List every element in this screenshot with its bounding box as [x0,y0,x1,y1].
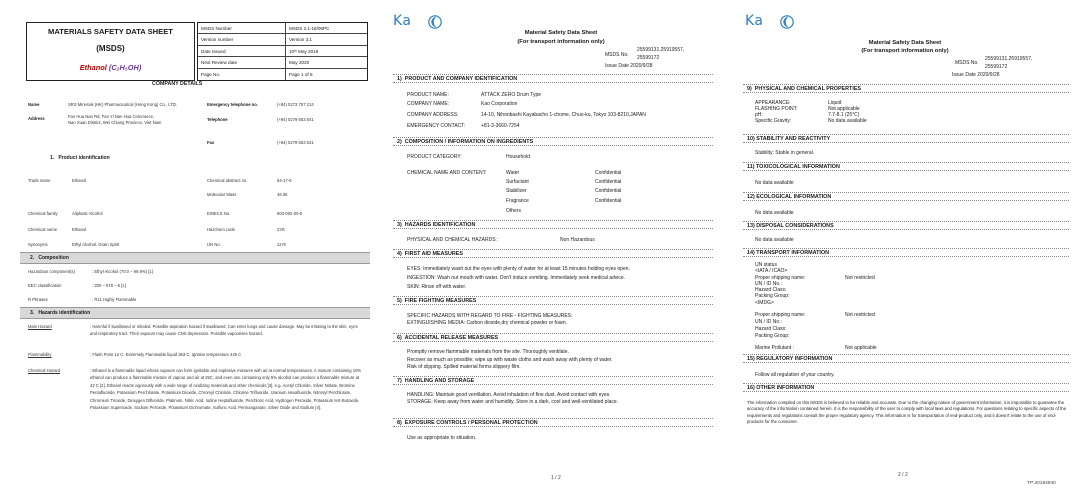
field-value: Kao Corporation [481,101,518,107]
synonyms-value: Ethyl Alcohol, Grain Spirit [72,242,120,247]
document-code: TP:20184930 [1027,481,1056,486]
main-hazard-text: : Harmful if swallowed or inhaled. Possible aspiration hazard if swallowed. Can enter lungs and cause damage. May be irritating to the skin, eyes and respiratory tract. Their vapours may cause CNS depression. Possible vapourises hazard. [90,324,358,336]
product-title [27,63,194,72]
hazchem-value: 2YE [277,227,285,232]
section-heading: 8) EXPOSURE CONTROLS / PERSONAL PROTECTION [393,418,713,427]
ingredient-name: Fragrance [506,198,529,204]
company-name-value: SRS Minerals (HK) Pharmaceutical (Hong Kong) Co., LTD. [68,102,178,107]
meta-row [198,57,367,68]
kao-logo [745,12,764,34]
moon-logo-icon [427,14,443,30]
flammability-text: : Flash Point 12 C. Extremely Flammable liquid 363 C. Ignition temperature 425 C [90,352,242,357]
main-hazard-label: Main Hazard [28,324,52,329]
hazchem-label: Hazchem code [207,227,235,232]
composition-value: : R11 Highly Flammable [92,297,137,302]
chemical-hazard-label: Chemical Hazard [28,368,61,373]
composition-section-bar [20,252,370,264]
composition-heading: 2. Composition [30,255,69,261]
meta-label: Date Issued [201,48,226,54]
section-heading: 16) OTHER INFORMATION [743,383,1069,392]
meta-value: Page 1 of 8 [285,69,313,80]
section-heading: 10) STABILITY AND REACTIVITY [743,134,1069,143]
product-identification-heading: 1. Product identification [50,155,110,161]
section-heading: 6) ACCIDENTAL RELEASE MEASURES [393,333,713,342]
kao-logo [393,12,412,34]
section-heading: 2) COMPOSITION / INFORMATION ON INGREDIENTS [393,137,713,146]
fax-value: (+84) 0279 653 541 [277,140,314,145]
cas-value: 64-17-5 [277,178,292,183]
fax-label: Fax [207,140,215,145]
un-number-label: UN No. [207,242,221,247]
field-value: Not restricted [845,275,875,281]
telephone-label: Telephone [207,117,228,122]
field-label: EMERGENCY CONTACT: [407,123,466,129]
msds-number-value: 25599131,25919557, [637,47,685,53]
field-value: ATTACK ZERO Drum Type [481,92,542,98]
einecs-value: 603-002-00-5 [277,211,303,216]
kao-logo-text: Ka [393,13,412,29]
disclaimer-text: The information compiled on this MSDS is believed to be reliable and accurate. Due to the changing nature of government information, it is impossible to guarantee the accuracy of the information contained herein. It is the responsibility of the user to comply with local laws and regulations. For questions relating to specific aspects of the requirements and regulations consult the proper regulatory agency. This information is for transportation of end-product only, and it doesn't relate to the use of end-products for the consumer. [747,400,1067,424]
section-text: STORAGE: Keep away from water and humidity. Store in a dark, cool and well-ventilated place. [407,399,619,405]
address-line: Nan Xuan District, Wei Chiang Province, Viet Nam [68,120,162,125]
section-text: No data available [755,210,794,216]
trade-name-label: Trade name [28,178,51,183]
field-label: Packing Group: [755,333,790,339]
section-text: SKIN: Rinse off with water. [407,284,467,290]
field-label: pH: [755,112,763,118]
product-formula: (C₂H₅OH) [108,63,142,72]
field-label: FLASHING POINT: [755,106,798,112]
field-value: Not applicable [828,106,860,112]
section-text: Risk of slipping. Spilled material forms slippery film. [407,364,521,370]
ingredient-content: Confidential [595,179,622,185]
composition-label: EEC classification [28,283,62,288]
meta-value: May 2020 [285,57,309,68]
section-heading: 14) TRANSPORT INFORMATION [743,248,1069,257]
meta-label: MSDS Number [201,26,232,31]
chemical-family-value: Aliphatic Alcohol [72,211,103,216]
msds-title: MATERIALS SAFETY DATA SHEET [48,27,173,36]
cas-label: Chemical abstract no. [207,178,248,183]
kao-msds-page-1 [383,0,723,494]
section-text: Recover as much as possible; wipe up with waste cloths and wash away with plenty of water. [407,357,613,363]
product-name: Ethanol [79,63,107,72]
field-value: 7.7-8.1 (25℃) [828,112,860,118]
section-text: Promptly remove flammable materials from the site. Thoroughly ventilate. [407,349,569,355]
trade-name-value: Ethanol [72,178,87,183]
field-value: Not applicable [845,345,877,351]
field-label: Hazard Class: [755,287,787,293]
field-label: UN / ID No.: [755,319,782,325]
molecular-mass-value: 46.06 [277,192,288,197]
ingredient-content: Confidential [595,188,622,194]
section-text: INGESTION: Wash out mouth with water. Don't induce vomiting. Immediately seek medical advice. [407,275,626,281]
meta-value: MSDS 3.1-18/09PC [285,23,329,34]
page-number: 2 / 2 [898,472,908,478]
section-text: No data available [755,237,794,243]
meta-value: Version 3.1 [285,34,312,45]
section-heading: 11) TOXICOLOGICAL INFORMATION [743,162,1069,171]
section-heading: 15) REGULATORY INFORMATION [743,354,1069,363]
meta-row [198,23,367,34]
section-text: SPECIFIC HAZARDS WITH REGARD TO FIRE - FIGHTING MEASURES: [407,313,573,319]
transport-text: <IATA / ICAO> [755,268,788,274]
section-heading: 3) HAZARDS IDENTIFICATION [393,220,713,229]
ingredient-name: Surfactant [506,179,529,185]
emergency-label: Emergency telephone no. [207,102,258,107]
field-label: Proper shipping name: [755,312,806,318]
msds-number-value: 25599172 [637,55,660,61]
ingredient-name: Others [506,208,522,214]
meta-value: 10ᵗʰ May 2019 [285,46,318,57]
ingredient-name: Water [506,170,520,176]
meta-row [198,34,367,45]
meta-label: Next Review date [201,60,238,66]
chemical-name-value: Ethanol [72,227,87,232]
section-heading: 12) ECOLOGICAL INFORMATION [743,192,1069,201]
msds-meta-table [197,22,368,81]
ingredient-content: Confidential [595,198,622,204]
section-heading: 1) PRODUCT AND COMPANY IDENTIFICATION [393,74,713,83]
page-number: 1 / 2 [551,475,561,481]
flammability-label: Flammability [28,352,52,357]
document-title: Material Safety Data Sheet [868,40,942,46]
field-label: Marine Pollutant : [755,345,794,351]
document-subtitle: (For transport information only) [861,48,949,54]
emergency-value: (+84) 0273 757 214 [277,102,314,107]
section-heading: 4) FIRST AID MEASURES [393,249,713,258]
moon-logo-icon [779,14,795,30]
kao-msds-page-2 [733,0,1080,494]
section-text: Follow all regulation of your country. [755,372,835,378]
msds-title-cell [26,22,195,81]
msds-number-label: MSDS No. [955,60,979,66]
field-label: APPEARANCE: [755,100,791,106]
issue-date: Issue Date 2020/9/28 [605,63,653,69]
field-label: PHYSICAL AND CHEMICAL HAZARDS : [407,237,499,243]
telephone-value: (+84) 0279 653 541 [277,117,314,122]
meta-row [198,69,367,80]
kao-logo-text: Ka [745,13,764,29]
msds-abbr: (MSDS) [96,44,125,53]
section-heading: 5) FIRE FIGHTING MEASURES [393,296,713,305]
meta-label: Page No. [201,71,221,77]
field-value: Non Hazardous [560,237,595,243]
chemical-name-label: Chemical name [28,227,58,232]
section-heading: 13) DISPOSAL CONSIDERATIONS [743,221,1069,230]
hazards-heading: 3. Hazards identification [30,310,91,316]
field-label: COMPANY NAME: [407,101,450,107]
field-label: CHEMICAL NAME AND CONTENT: [407,170,487,176]
company-details-heading: COMPANY DETAILS [152,81,203,87]
section-text: No data available [755,180,794,186]
chemical-hazard-text: : Ethanol is a flammable liquid whose vapours can form ignitable and explosive mixtures with air at normal temperatures. A mixture containing 10% ethanol can produce a flammable mixture of vapour and air at 25C, and even one containing only 5% alcohol can produce a flammable mixture at 42 C [2]. Ethanol reacts vigorously with a wide range of oxidizing materials and other chemicals [3], e.g. Acetyl Chloride, Silver Nitrate, Bromine Pentafluoride, Potassium Perchlorate, Potassium Dioxide, Chromyl Chloride, Chlorine Trifluoride, Uranium Hexafluoride, Nitrosyl Perchlorate, Chromium Trioxide, Dioxygen Difluoride, Platinum, Nitric Acid, Iodine Heptafluoride, Perchloric Acid, Hydrogen Peroxide, Potassium tert-Butoxide, Potassium Superoxide, Sodium Peroxide, Potassium Dichromate, Sulfuric Acid, Permanganate, Silver Oxide and Sodium [4]. [90,368,362,411]
field-label: PRODUCT CATEGORY: [407,154,462,160]
transport-text: <IMDG> [755,300,774,306]
synonyms-label: Synonyms [28,242,48,247]
composition-value: : 200 – 578 – 6 [1] [92,283,126,288]
field-value: Not restricted [845,312,875,318]
field-label: Hazard Class: [755,326,787,332]
document-subtitle: (For transport information only) [517,39,605,45]
section-heading: 9) PHYSICAL AND CHEMICAL PROPERTIES [743,84,1069,93]
un-number-value: 1170 [277,242,287,247]
field-label: Proper shipping name: [755,275,806,281]
field-label: Packing Group: [755,293,790,299]
hazards-section-bar [20,307,370,319]
section-text: HANDLING: Maintain good ventilation. Avoid inhalation of fine dust. Avoid contact with eyes. [407,392,611,398]
address-label: Address [28,116,45,121]
field-value: Liquid [828,100,842,106]
section-text: EYES: Immediately wash out the eyes with plenty of water for at least 15 minutes holding eyes open. [407,266,630,272]
composition-label: R Phrases [28,297,48,302]
field-label: PRODUCT NAME: [407,92,449,98]
section-text: Use as appropriate to situation. [407,435,477,441]
field-label: UN / ID No.: [755,281,782,287]
field-value: Household [506,154,530,160]
einecs-label: EINECS No. [207,211,231,216]
field-label: COMPANY ADDRESS: [407,112,459,118]
field-value: +81-3-3660-7254 [481,123,520,129]
chemical-family-label: Chemical family [28,211,58,216]
company-name-label: Name [28,102,40,107]
meta-label: Version number [201,37,234,43]
field-label: Specific Gravity: [755,118,792,124]
composition-label: Hazardous component(s) [28,269,76,274]
field-value: No data available [828,118,867,124]
composition-value: : Ethyl Alcohol (70.0 – 99.9%) [1] [92,269,153,274]
field-value: 14-10, Nihonbashi Kayabacho 1-chome, Chuo-ku, Tokyo 103-8210,JAPAN [481,112,646,118]
ethanol-msds-page [0,0,372,494]
msds-number-label: MSDS No. [605,52,629,58]
ingredient-content: Confidential [595,170,622,176]
issue-date: Issue Date 2020/9/28 [952,72,1000,78]
section-text: Stability: Stable in general. [755,150,815,156]
ingredient-name: Stabilizer [506,188,527,194]
msds-number-value: 25599131,25919557, [985,56,1033,62]
msds-number-value: 25599172 [985,64,1008,70]
section-text: EXTINGUISHING MEDIA: Carbon dioxide,dry chemical powder or foam. [407,320,568,326]
meta-row [198,46,367,57]
molecular-mass-label: Molecular Mass [207,192,237,197]
transport-text: UN status [755,262,777,268]
address-line: Fan Hua Nan Rd, Fan Yi Nan Hua Commerce, [68,114,155,119]
section-heading: 7) HANDLING AND STORAGE [393,376,713,385]
document-title: Material Safety Data Sheet [524,30,598,36]
